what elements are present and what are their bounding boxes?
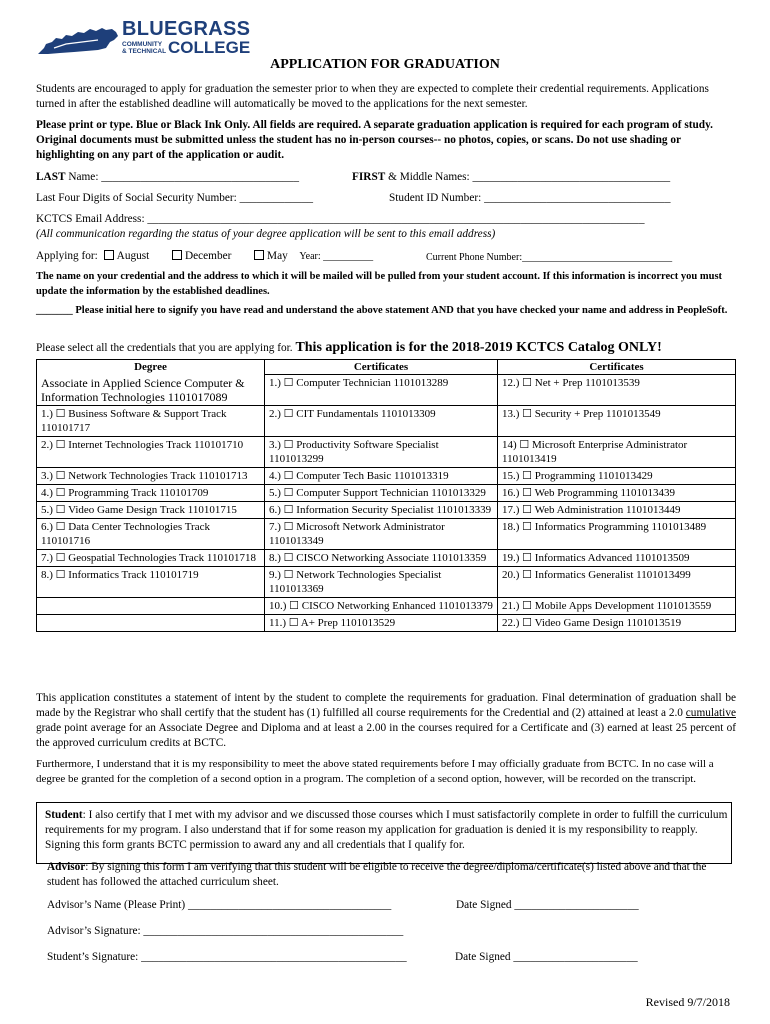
- year-field[interactable]: Year: __________: [299, 251, 374, 262]
- last-name-field[interactable]: LAST Name: ___________________________________: [36, 171, 299, 183]
- student-date-field[interactable]: Date Signed ______________________: [455, 951, 638, 963]
- table-row: [37, 405, 736, 436]
- credential-option[interactable]: 4.) ☐ Computer Tech Basic 1101013319: [265, 467, 498, 484]
- advisor-date-field[interactable]: Date Signed ______________________: [456, 899, 639, 911]
- may-checkbox[interactable]: [254, 250, 264, 260]
- credential-option[interactable]: 15.) ☐ Programming 1101013429: [498, 467, 736, 484]
- first-name-field[interactable]: FIRST & Middle Names: ___________________________________: [352, 171, 671, 183]
- select-credentials-line: Please select all the credentials that you are applying for. This application is for the 2018-2019 KCTCS Catalog ONLY!: [36, 340, 662, 355]
- credential-option[interactable]: 3.) ☐ Productivity Software Specialist 1101013299: [265, 436, 498, 467]
- credential-option[interactable]: 18.) ☐ Informatics Programming 1101013489: [498, 518, 736, 549]
- table-header-2: Certificates: [498, 360, 736, 375]
- revision-date: Revised 9/7/2018: [645, 995, 730, 1009]
- table-row: [37, 484, 736, 501]
- credential-option: [37, 614, 265, 631]
- credential-option[interactable]: 10.) ☐ CISCO Networking Enhanced 1101013379: [265, 597, 498, 614]
- table-row: [37, 501, 736, 518]
- table-header-1: Certificates: [265, 360, 498, 375]
- name-notice: The name on your credential and the address to which it will be mailed will be pulled from your student account. If this information is incorrect you must update the information by the established deadlines.: [36, 271, 723, 297]
- credential-option[interactable]: 2.) ☐ CIT Fundamentals 1101013309: [265, 405, 498, 436]
- advisor-signature-field[interactable]: Advisor’s Signature: ______________________________________________: [47, 925, 404, 937]
- table-header-0: Degree: [37, 360, 265, 375]
- table-row: [37, 566, 736, 597]
- ssn-field[interactable]: Last Four Digits of Social Security Number: _____________: [36, 192, 314, 204]
- credential-option[interactable]: 11.) ☐ A+ Prep 1101013529: [265, 614, 498, 631]
- credential-option[interactable]: 1.) ☐ Business Software & Support Track 110101717: [37, 405, 265, 436]
- credential-option[interactable]: 7.) ☐ Geospatial Technologies Track 110101718: [37, 549, 265, 566]
- august-checkbox[interactable]: [104, 250, 114, 260]
- credential-option[interactable]: 3.) ☐ Network Technologies Track 110101713: [37, 467, 265, 484]
- kentucky-state-icon: [36, 26, 120, 58]
- credential-option[interactable]: 5.) ☐ Computer Support Technician 1101013329: [265, 484, 498, 501]
- credential-option[interactable]: 9.) ☐ Network Technologies Specialist 1101013369: [265, 566, 498, 597]
- credentials-table: [36, 359, 736, 632]
- credential-option[interactable]: 19.) ☐ Informatics Advanced 1101013509: [498, 549, 736, 566]
- december-checkbox[interactable]: [172, 250, 182, 260]
- initial-statement[interactable]: _______ Please initial here to signify you have read and understand the above statement AND that you have checked your name and address in PeopleSoft.: [36, 305, 728, 316]
- credential-option[interactable]: 22.) ☐ Video Game Design 1101013519: [498, 614, 736, 631]
- logo-text-community: COMMUNITY & TECHNICAL: [122, 41, 167, 55]
- table-row: [37, 614, 736, 631]
- credential-option[interactable]: 6.) ☐ Information Security Specialist 1101013339: [265, 501, 498, 518]
- credential-option[interactable]: 7.) ☐ Microsoft Network Administrator 1101013349: [265, 518, 498, 549]
- catalog-notice: This application is for the 2018-2019 KCTCS Catalog ONLY!: [295, 340, 662, 355]
- logo-text-college: COLLEGE: [168, 38, 251, 57]
- table-row: [37, 597, 736, 614]
- credential-option[interactable]: 8.) ☐ CISCO Networking Associate 1101013359: [265, 549, 498, 566]
- phone-field[interactable]: Current Phone Number:______________________________: [426, 252, 673, 263]
- credential-option: [37, 597, 265, 614]
- credential-option[interactable]: 16.) ☐ Web Programming 1101013439: [498, 484, 736, 501]
- page-title: APPLICATION FOR GRADUATION: [270, 57, 500, 72]
- responsibility-statement: Furthermore, I understand that it is my responsibility to meet the above stated requirements before I may officially graduate from BCTC. In no case will a degree be granted for the completion of a second option in a program. The completion of a second option, however, will be recorded on the transcript.: [36, 758, 714, 785]
- credential-option[interactable]: 17.) ☐ Web Administration 1101013449: [498, 501, 736, 518]
- credential-option[interactable]: 1.) ☐ Computer Technician 1101013289: [265, 375, 498, 406]
- student-id-field[interactable]: Student ID Number: _________________________________: [389, 192, 671, 204]
- credential-option[interactable]: 13.) ☐ Security + Prep 1101013549: [498, 405, 736, 436]
- advisor-certification: Advisor: By signing this form I am verifying that this student will be eligible to receive the degree/diploma/certificate(s) listed above and that the student has followed the attached curriculum sheet.: [47, 861, 707, 888]
- college-logo: [36, 18, 251, 58]
- credential-option[interactable]: 14) ☐ Microsoft Enterprise Administrator 1101013419: [498, 436, 736, 467]
- intent-statement: This application constitutes a statement of intent by the student to complete the requirements for graduation. Final determination of graduation shall be made by the Registrar who shall certify that the student has (1) fulfilled all course requirements for the Credential and (2) attained at least a 2.0 cumulative grade point average for an Associate Degree and Diploma and at least a 2.00 in the courses required for a Certificate and (3) earned at least 25 percent of the approved curriculum credits at BCTC.: [36, 692, 736, 749]
- degree-main: Associate in Applied Science Computer & Information Technologies 1101017089: [37, 375, 265, 406]
- intro-text: Students are encouraged to apply for graduation the semester prior to when they are expected to complete their credential requirements. Applications turned in after the established deadline will automatically be moved to the applications for the next semester.: [36, 83, 709, 110]
- email-field[interactable]: KCTCS Email Address: ________________________________________________________________________________________: [36, 213, 645, 225]
- table-row: [37, 375, 736, 406]
- credential-option[interactable]: 8.) ☐ Informatics Track 110101719: [37, 566, 265, 597]
- email-note: (All communication regarding the status of your degree application will be sent to this email address): [36, 228, 496, 240]
- logo-text-bluegrass: BLUEGRASS: [122, 18, 251, 40]
- student-signature-field[interactable]: Student’s Signature: _______________________________________________: [47, 951, 407, 963]
- credential-option[interactable]: 20.) ☐ Informatics Generalist 1101013499: [498, 566, 736, 597]
- applying-for-row: Applying for: August December May Year: __________: [36, 250, 374, 262]
- table-row: [37, 436, 736, 467]
- credential-option[interactable]: 4.) ☐ Programming Track 110101709: [37, 484, 265, 501]
- student-certification-box: Student: I also certify that I met with my advisor and we discussed those courses which I must satisfactorily complete in order to fulfill the curriculum requirements for my program. I also understand that if for some reason my application for graduation is denied it is my responsibility to reapply. Signing this form grants BCTC permission to award any and all credentials that I qualify for.: [36, 802, 732, 864]
- credential-option[interactable]: 21.) ☐ Mobile Apps Development 1101013559: [498, 597, 736, 614]
- table-row: [37, 518, 736, 549]
- credential-option[interactable]: 6.) ☐ Data Center Technologies Track 110101716: [37, 518, 265, 549]
- credential-option[interactable]: 12.) ☐ Net + Prep 1101013539: [498, 375, 736, 406]
- table-row: [37, 549, 736, 566]
- advisor-name-field[interactable]: Advisor’s Name (Please Print) ____________________________________: [47, 899, 392, 911]
- credential-option[interactable]: 5.) ☐ Video Game Design Track 110101715: [37, 501, 265, 518]
- credential-option[interactable]: 2.) ☐ Internet Technologies Track 110101710: [37, 436, 265, 467]
- table-row: [37, 467, 736, 484]
- instructions-text: Please print or type. Blue or Black Ink Only. All fields are required. A separate graduation application is required for each program of study. Original documents must be submitted unless the student has no in-person courses-- no photos, copies, or scans. Do not use shading or highlighting on any part of the application or audit.: [36, 119, 713, 161]
